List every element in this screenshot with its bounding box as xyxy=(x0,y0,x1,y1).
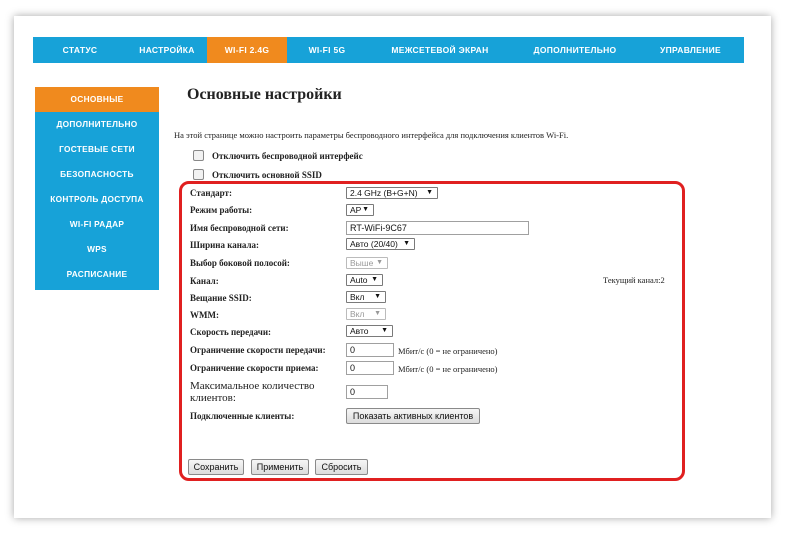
channel-width-label: Ширина канала: xyxy=(190,240,260,250)
mode-label: Режим работы: xyxy=(190,205,253,215)
top-navigation xyxy=(33,37,744,63)
disable-ssid-checkbox[interactable] xyxy=(193,169,322,180)
tab-settings[interactable]: НАСТРОЙКА xyxy=(139,45,195,55)
max-clients-label: Максимальное количество клиентов: xyxy=(190,380,315,404)
tx-rate-value: Авто xyxy=(350,326,369,336)
tx-limit-label: Ограничение скорости передачи: xyxy=(190,345,326,355)
disable-ssid-label: Отключить основной SSID xyxy=(212,169,322,180)
show-active-clients-button[interactable]: Показать активных клиентов xyxy=(346,408,480,424)
tab-firewall[interactable]: МЕЖСЕТЕВОЙ ЭКРАН xyxy=(391,45,489,55)
dropdown-arrow-icon: ▼ xyxy=(381,327,388,334)
sideband-value: Выше xyxy=(350,258,374,268)
tab-wifi-5g[interactable]: WI-FI 5G xyxy=(308,45,346,55)
rx-limit-unit: Мбит/с (0 = не ограничено) xyxy=(398,364,498,374)
tx-rate-select[interactable] xyxy=(346,325,393,337)
disable-wireless-label: Отключить беспроводной интерфейс xyxy=(212,150,363,161)
dropdown-arrow-icon: ▼ xyxy=(426,189,433,196)
rx-limit-label: Ограничение скорости приема: xyxy=(190,363,319,373)
ssid-broadcast-value: Вкл xyxy=(350,292,365,302)
checkbox-box[interactable] xyxy=(193,150,204,161)
channel-width-value: Авто (20/40) xyxy=(350,239,398,249)
dropdown-arrow-icon: ▼ xyxy=(376,259,383,266)
max-clients-input[interactable]: 0 xyxy=(346,385,388,399)
dropdown-arrow-icon: ▼ xyxy=(371,276,378,283)
sidebar-item-guest-networks[interactable]: ГОСТЕВЫЕ СЕТИ xyxy=(59,144,135,154)
wmm-label: WMM: xyxy=(190,310,219,320)
connected-clients-label: Подключенные клиенты: xyxy=(190,411,295,421)
checkbox-box[interactable] xyxy=(193,169,204,180)
sidebar xyxy=(35,87,159,290)
ssid-input[interactable]: RT-WiFi-9C67 xyxy=(346,221,529,235)
mode-select[interactable] xyxy=(346,204,374,216)
tx-limit-unit: Мбит/с (0 = не ограничено) xyxy=(398,346,498,356)
tab-status[interactable]: СТАТУС xyxy=(62,45,98,55)
page-title: Основные настройки xyxy=(187,86,342,103)
tx-limit-input[interactable]: 0 xyxy=(346,343,394,357)
ssid-broadcast-label: Вещание SSID: xyxy=(190,293,252,303)
tab-advanced[interactable]: ДОПОЛНИТЕЛЬНО xyxy=(533,45,617,55)
dropdown-arrow-icon: ▼ xyxy=(403,240,410,247)
sidebar-item-schedule[interactable]: РАСПИСАНИЕ xyxy=(66,269,128,279)
disable-wireless-checkbox[interactable] xyxy=(193,150,363,161)
ssid-broadcast-select[interactable] xyxy=(346,291,386,303)
standard-select[interactable] xyxy=(346,187,438,199)
channel-select[interactable] xyxy=(346,274,383,286)
standard-label: Стандарт: xyxy=(190,188,232,198)
apply-button[interactable]: Применить xyxy=(251,459,309,475)
tab-wifi-24g[interactable]: WI-FI 2.4G xyxy=(207,37,287,63)
standard-value: 2.4 GHz (B+G+N) xyxy=(350,188,418,198)
dropdown-arrow-icon: ▼ xyxy=(374,310,381,317)
rx-limit-input[interactable]: 0 xyxy=(346,361,394,375)
save-button[interactable]: Сохранить xyxy=(188,459,244,475)
dropdown-arrow-icon: ▼ xyxy=(362,206,369,213)
sidebar-item-advanced[interactable]: ДОПОЛНИТЕЛЬНО xyxy=(56,119,138,129)
sidebar-item-wps[interactable]: WPS xyxy=(87,244,107,254)
mode-value: AP xyxy=(350,205,362,215)
current-channel-text: Текущий канал:2 xyxy=(603,275,665,285)
channel-label: Канал: xyxy=(190,276,219,286)
sideband-label: Выбор боковой полосой: xyxy=(190,258,290,268)
wmm-select[interactable] xyxy=(346,308,386,320)
ssid-label: Имя беспроводной сети: xyxy=(190,223,289,233)
wmm-value: Вкл xyxy=(350,309,365,319)
reset-button[interactable]: Сбросить xyxy=(315,459,368,475)
page-description: На этой странице можно настроить параметры беспроводного интерфейса для подключения клиентов Wi-Fi. xyxy=(174,130,569,140)
tab-management[interactable]: УПРАВЛЕНИЕ xyxy=(660,45,721,55)
channel-width-select[interactable] xyxy=(346,238,415,250)
tx-rate-label: Скорость передачи: xyxy=(190,327,272,337)
sideband-select[interactable] xyxy=(346,257,388,269)
sidebar-item-access-control[interactable]: КОНТРОЛЬ ДОСТУПА xyxy=(50,194,144,204)
dropdown-arrow-icon: ▼ xyxy=(374,293,381,300)
sidebar-item-security[interactable]: БЕЗОПАСНОСТЬ xyxy=(60,169,134,179)
sidebar-item-wifi-radar[interactable]: WI-FI РАДАР xyxy=(69,219,125,229)
channel-value: Auto xyxy=(350,275,368,285)
sidebar-item-basic[interactable]: ОСНОВНЫЕ xyxy=(35,87,159,112)
